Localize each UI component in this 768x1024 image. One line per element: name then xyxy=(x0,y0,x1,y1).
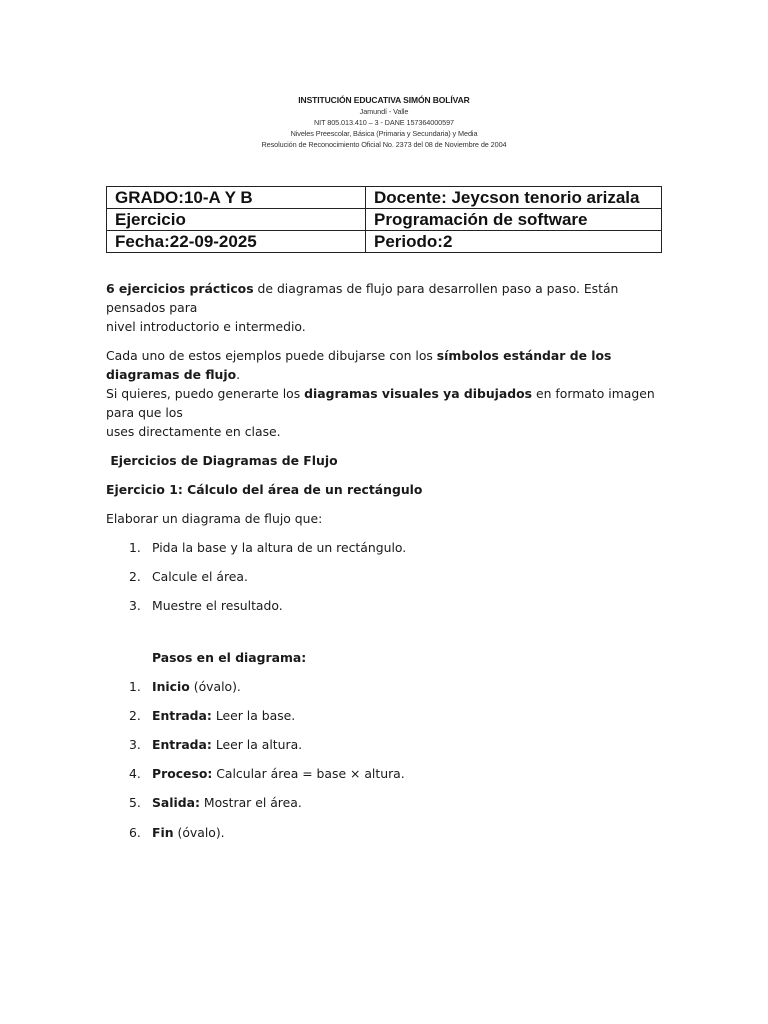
list-number: 4. xyxy=(129,766,141,782)
list-number: 5. xyxy=(129,795,141,811)
intro-text: nivel introductorio e intermedio. xyxy=(106,319,306,334)
step-label: Fin xyxy=(152,824,174,840)
institution-location: Jamundí - Valle xyxy=(359,107,409,116)
list-number: 6. xyxy=(129,824,141,840)
requirements-list xyxy=(106,538,666,615)
document-body xyxy=(106,279,666,852)
list-item xyxy=(106,596,666,615)
intro-bold: 6 ejercicios prácticos xyxy=(106,281,254,296)
intro-paragraph-2 xyxy=(106,346,666,441)
section-title xyxy=(106,451,666,470)
date-cell: Fecha:22-09-2025 xyxy=(107,231,366,253)
subject-cell: Programación de software xyxy=(366,209,662,231)
step-label: Salida: xyxy=(152,795,200,811)
intro-text: . xyxy=(236,367,241,382)
list-number: 1. xyxy=(129,540,141,555)
list-item xyxy=(106,706,666,725)
intro-text: Cada uno de estos ejemplos puede dibujarse con los xyxy=(106,348,437,363)
table-row xyxy=(107,209,662,231)
step-label: Entrada: xyxy=(152,736,212,752)
section-title-text: Ejercicios de Diagramas de Flujo xyxy=(106,453,338,468)
list-text: Mostrar el área. xyxy=(199,795,302,811)
list-text: Calcular área = base × altura. xyxy=(212,766,405,782)
institution-levels: Niveles Preescolar, Básica (Primaria y Secundaria) y Media xyxy=(290,129,478,138)
period-cell: Periodo:2 xyxy=(366,231,662,253)
list-text: Calcule el área. xyxy=(152,569,248,585)
list-text: Pida la base y la altura de un rectángulo. xyxy=(152,540,407,555)
steps-title: Pasos en el diagrama: xyxy=(152,649,307,665)
institution-header xyxy=(0,95,768,150)
step-label: Inicio xyxy=(152,678,190,694)
intro-paragraph-1 xyxy=(106,279,666,336)
table-row xyxy=(107,187,662,209)
list-item xyxy=(106,764,666,783)
intro-text: de diagramas de flujo para desarrollen paso a paso. Están pensados para xyxy=(106,281,619,315)
intro-text: Si quieres, puedo generarte los xyxy=(106,386,305,401)
list-number: 3. xyxy=(129,598,141,614)
list-text: (óvalo). xyxy=(189,678,241,694)
list-item xyxy=(106,538,666,557)
activity-cell: Ejercicio xyxy=(107,209,366,231)
table-row xyxy=(107,231,662,253)
list-text: Leer la base. xyxy=(211,707,296,723)
list-number: 2. xyxy=(129,569,141,585)
grade-cell: GRADO:10-A Y B xyxy=(107,187,366,209)
list-text: (óvalo). xyxy=(173,824,225,840)
list-item xyxy=(106,793,666,812)
list-item xyxy=(106,677,666,696)
institution-resolution: Resolución de Reconocimiento Oficial No. 2373 del 08 de Noviembre de 2004 xyxy=(261,140,507,149)
intro-text: uses directamente en clase. xyxy=(106,424,281,439)
teacher-cell: Docente: Jeycson tenorio arizala xyxy=(366,187,662,209)
intro-text: en formato imagen para que los xyxy=(106,386,655,420)
list-item xyxy=(106,567,666,586)
list-text: Muestre el resultado. xyxy=(152,598,283,614)
list-number: 3. xyxy=(129,736,141,752)
list-item xyxy=(106,823,666,842)
exercise-title xyxy=(106,480,666,499)
intro-bold: símbolos estándar de los diagramas de flujo xyxy=(106,348,612,382)
institution-nit: NIT 805.013.410 – 3 - DANE 157364000597 xyxy=(314,118,454,127)
list-text: Leer la altura. xyxy=(211,736,303,752)
institution-name: INSTITUCIÓN EDUCATIVA SIMÓN BOLÍVAR xyxy=(298,95,470,105)
exercise-title-text: Ejercicio 1: Cálculo del área de un rectángulo xyxy=(106,482,423,497)
list-number: 2. xyxy=(129,707,141,723)
list-number: 1. xyxy=(129,678,141,694)
step-label: Entrada: xyxy=(152,707,212,723)
course-info-table xyxy=(106,186,662,253)
intro-bold: diagramas visuales ya dibujados xyxy=(304,386,533,401)
exercise-prompt: Elaborar un diagrama de flujo que: xyxy=(106,511,323,526)
step-label: Proceso: xyxy=(152,766,213,782)
steps-list xyxy=(106,677,666,842)
list-item xyxy=(106,735,666,754)
